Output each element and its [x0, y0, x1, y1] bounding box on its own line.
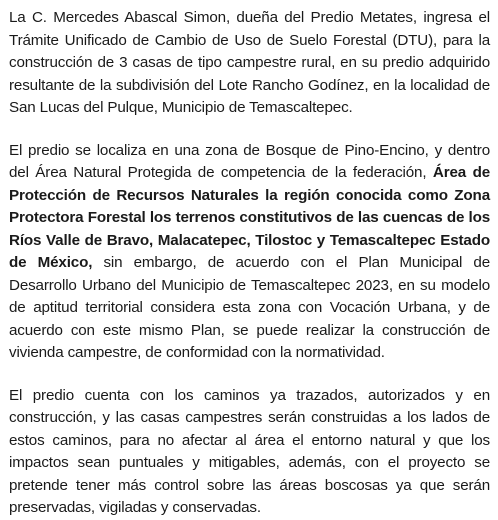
paragraph-location — [9, 140, 490, 365]
paragraph-text: sin embargo, de acuerdo con el Plan Municipal de Desarrollo Urbano del Municipio de Temascaltepec 2023, en su modelo de aptitud territorial considera esta zona con Vocación Urbana, y de acuerdo con este mismo Plan, se puede realizar la construcción de vivienda campestre, de conformidad con la normatividad. — [9, 254, 490, 361]
paragraph-roads — [9, 385, 490, 520]
protected-area-name: Área de Protección de Recursos Naturales la región conocida como Zona Protectora Forestal los terrenos constitutivos de las cuencas de los Ríos Valle de Bravo, Malacatepec, Tilostoc y Temascaltepec Estado de México, — [9, 164, 490, 271]
paragraph-text: El predio cuenta con los caminos ya trazados, autorizados y en construcción, y las casas campestres serán construidas a los lados de estos caminos, para no afectar al área el entorno natural y que los impactos sean puntuales y mitigables, además, con el proyecto se pretende tener más control sobre las áreas boscosas ya que serán preservadas, vigiladas y conservadas. — [9, 386, 490, 516]
paragraph-text: El predio se localiza en una zona de Bosque de Pino-Encino, y dentro del Área Natural Protegida de competencia de la federación, — [9, 141, 490, 181]
paragraph-owner-request — [9, 7, 490, 120]
paragraph-text: La C. Mercedes Abascal Simon, dueña del Predio Metates, ingresa el Trámite Unificado de Cambio de Uso de Suelo Forestal (DTU), para la construcción de 3 casas de tipo campestre rural, en su predio adquirido resultante de la subdivisión del Lote Rancho Godínez, en la localidad de San Lucas del Pulque, Municipio de Temascaltepec. — [9, 9, 490, 116]
